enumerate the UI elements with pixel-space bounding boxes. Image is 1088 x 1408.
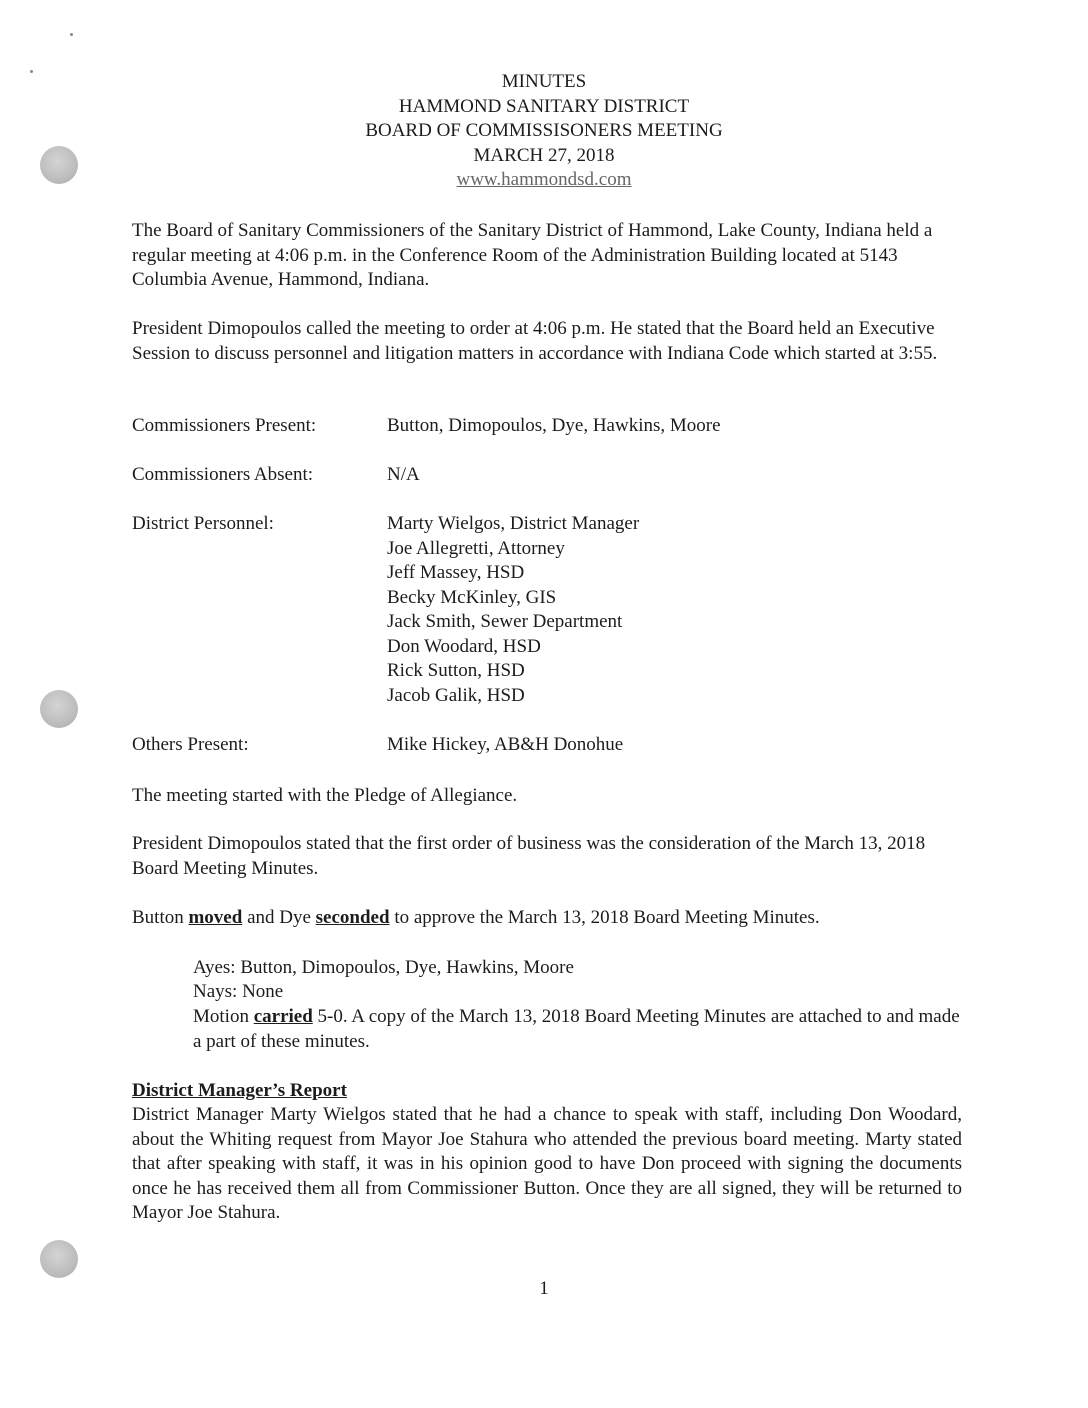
scan-speck xyxy=(70,33,73,36)
list-item: Jeff Massey, HSD xyxy=(387,562,525,583)
punch-hole xyxy=(40,1240,78,1278)
page-number: 1 xyxy=(539,1278,549,1299)
moved-keyword: moved xyxy=(188,907,243,928)
motion-result-text: 5-0. A copy of the March 13, 2018 Board Meeting Minutes are attached to and made a part of these minutes. xyxy=(193,1006,960,1052)
commissioners-present-label: Commissioners Present: xyxy=(132,415,317,436)
carried-keyword: carried xyxy=(253,1006,313,1027)
header-url-link[interactable]: www.hammondsd.com xyxy=(456,169,632,190)
dm-report-body: District Manager Marty Wielgos stated that he had a chance to speak with staff, including Don Woodard, about the Whiting request from Mayor Joe Stahura who attended the previous board meeting. Marty stated that after speaking with staff, it was in his opinion good to have Don proceed with signing the documents once he has received them all from Commissioner Button. Once they are all signed, they will be returned to Mayor Joe Stahura. xyxy=(132,1104,962,1223)
others-present-label: Others Present: xyxy=(132,734,249,755)
list-item: Marty Wielgos, District Manager xyxy=(387,513,640,534)
first-order-paragraph: President Dimopoulos stated that the first order of business was the consideration of the March 13, 2018 Board Meeting Minutes. xyxy=(132,833,926,879)
motion-text: to approve the March 13, 2018 Board Meeting Minutes. xyxy=(389,907,820,928)
dm-report-heading: District Manager’s Report xyxy=(132,1080,347,1101)
pledge-paragraph: The meeting started with the Pledge of Allegiance. xyxy=(132,785,518,806)
document-header xyxy=(0,70,1088,193)
list-item: Joe Allegretti, Attorney xyxy=(387,537,565,559)
motion-text: and Dye xyxy=(242,907,316,928)
call-to-order-paragraph: President Dimopoulos called the meeting to order at 4:06 p.m. He stated that the Board held an Executive Session to discuss personnel and litigation matters in accordance with Indiana Code which started at 3:55. xyxy=(132,318,938,364)
district-personnel-list xyxy=(387,512,639,708)
vote-motion-result xyxy=(193,1005,963,1054)
motion-result-text: Motion xyxy=(193,1006,254,1027)
commissioners-present-value: Button, Dimopoulos, Dye, Hawkins, Moore xyxy=(387,415,721,436)
seconded-keyword: seconded xyxy=(315,907,390,928)
motion-text: Button xyxy=(132,907,189,928)
others-present-value: Mike Hickey, AB&H Donohue xyxy=(387,734,624,755)
list-item: Jacob Galik, HSD xyxy=(387,684,525,706)
motion-paragraph xyxy=(132,906,962,931)
header-org: HAMMOND SANITARY DISTRICT xyxy=(398,95,690,117)
commissioners-absent-value: N/A xyxy=(387,464,420,485)
list-item: Jack Smith, Sewer Department xyxy=(387,611,623,632)
intro-paragraph: The Board of Sanitary Commissioners of the Sanitary District of Hammond, Lake County, Indiana held a regular meeting at 4:06 p.m. in the Conference Room of the Administration Building located at 5143 Columbia Avenue, Hammond, Indiana. xyxy=(132,220,933,290)
header-date: MARCH 27, 2018 xyxy=(473,144,615,166)
list-item: Don Woodard, HSD xyxy=(387,635,541,657)
header-title: MINUTES xyxy=(501,71,587,92)
vote-nays: Nays: None xyxy=(193,981,284,1002)
punch-hole xyxy=(40,690,78,728)
district-personnel-label: District Personnel: xyxy=(132,513,274,534)
commissioners-absent-label: Commissioners Absent: xyxy=(132,464,314,485)
vote-ayes: Ayes: Button, Dimopoulos, Dye, Hawkins, Moore xyxy=(193,957,574,978)
header-meeting: BOARD OF COMMISSISONERS MEETING xyxy=(365,120,723,141)
list-item: Becky McKinley, GIS xyxy=(387,586,557,608)
list-item: Rick Sutton, HSD xyxy=(387,660,525,681)
